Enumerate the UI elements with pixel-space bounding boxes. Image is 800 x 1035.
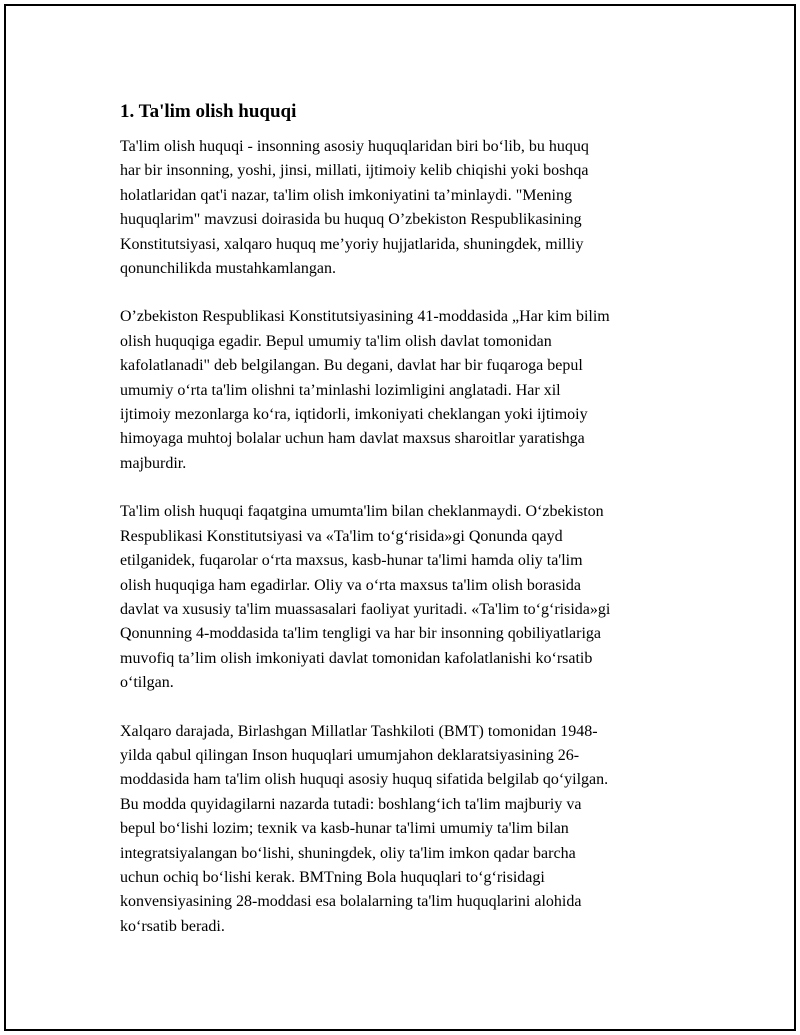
paragraph-2: O’zbekiston Respublikasi Konstitutsiyasining 41-moddasida „Har kim bilim olish huquqiga egadir. Bepul umumiy ta'lim olish davlat tomonidan kafolatlanadi" deb belgilangan. Bu degani, davlat har bir fuqaroga bepul umumiy o‘rta ta'lim olishni ta’minlashi lozimligini anglatadi. Har xil ijtimoiy mezonlarga ko‘ra, iqtidorli, imkoniyati cheklangan yoki ijtimoiy himoyaga muhtoj bolalar uchun ham davlat maxsus sharoitlar yaratishga majburdir. (120, 308, 610, 472)
section-heading: 1. Ta'lim olish huquqi (120, 101, 297, 122)
paragraph-4: Xalqaro darajada, Birlashgan Millatlar Tashkiloti (BMT) tomonidan 1948- yilda qabul qilingan Inson huquqlari umumjahon deklaratsiyasining 26- moddasida ham ta'lim olish huquqi asosiy huquq sifatida belgilab qo‘yilgan. Bu modda quyidagilarni nazarda tutadi: boshlang‘ich ta'lim majburiy va bepul bo‘lishi lozim; texnik va kasb-hunar ta'limi umumiy ta'lim bilan integratsiyalangan bo‘lishi, shuningdek, oliy ta'lim imkon qadar barcha uchun ochiq bo‘lishi kerak. BMTning Bola huquqlari to‘g‘risidagi konvensiyasining 28-moddasi esa bolalarning ta'lim huquqlarini alohida ko‘rsatib beradi. (120, 722, 609, 935)
paragraph-3: Ta'lim olish huquqi faqatgina umumta'lim bilan cheklanmaydi. O‘zbekiston Respublikasi Konstitutsiyasi va «Ta'lim to‘g‘risida»gi Qonunda qayd etilganidek, fuqarolar o‘rta maxsus, kasb-hunar ta'limi hamda oliy ta'lim olish huquqiga ham egadirlar. Oliy va o‘rta maxsus ta'lim olish borasida davlat va xususiy ta'lim muassasalari faoliyat yuritadi. «Ta'lim to‘g‘risida»gi Qonunning 4-moddasida ta'lim tengligi va har bir insonning qobiliyatlariga muvofiq ta’lim olish imkoniyati davlat tomonidan kafolatlanishi ko‘rsatib o‘tilgan. (120, 503, 611, 692)
page-frame (4, 4, 796, 1031)
document-body (120, 98, 700, 963)
paragraph-1: Ta'lim olish huquqi - insonning asosiy huquqlaridan biri bo‘lib, bu huquq har bir insonning, yoshi, jinsi, millati, ijtimoiy kelib chiqishi yoki boshqa holatlaridan qat'i nazar, ta'lim olish imkoniyatini ta’minlaydi. "Mening huquqlarim" mavzusi doirasida bu huquq O’zbekiston Respublikasining Konstitutsiyasi, xalqaro huquq me’yoriy hujjatlarida, shuningdek, milliy qonunchilikda mustahkamlangan. (120, 138, 589, 278)
